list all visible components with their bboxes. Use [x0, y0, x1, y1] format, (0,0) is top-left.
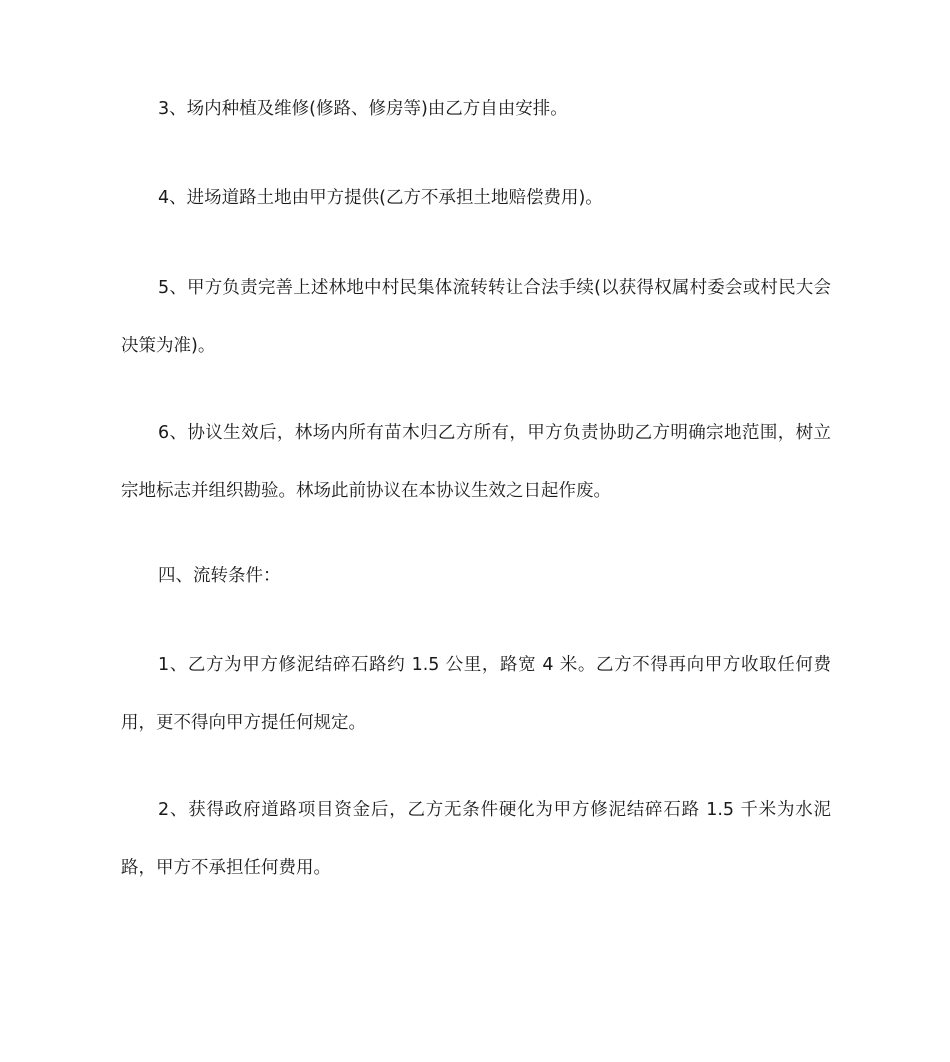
clause-5-paragraph: 5、甲方负责完善上述林地中村民集体流转转让合法手续(以获得权属村委会或村民大会决策为准)。	[121, 278, 831, 356]
clause-3-paragraph: 3、场内种植及维修(修路、修房等)由乙方自由安排。	[158, 99, 568, 119]
clause-4-paragraph: 4、进场道路土地由甲方提供(乙方不承担土地赔偿费用)。	[158, 188, 603, 208]
clause-6-paragraph: 6、协议生效后，林场内所有苗木归乙方所有，甲方负责协助乙方明确宗地范围，树立宗地标志并组织勘验。林场此前协议在本协议生效之日起作废。	[121, 423, 831, 501]
condition-1-paragraph: 1、乙方为甲方修泥结碎石路约 1.5 公里，路宽 4 米。乙方不得再向甲方收取任何费用，更不得向甲方提任何规定。	[121, 655, 831, 733]
condition-2-paragraph: 2、获得政府道路项目资金后，乙方无条件硬化为甲方修泥结碎石路 1.5 千米为水泥路，甲方不承担任何费用。	[121, 800, 831, 878]
section-heading-transfer-conditions: 四、流转条件：	[158, 566, 281, 586]
